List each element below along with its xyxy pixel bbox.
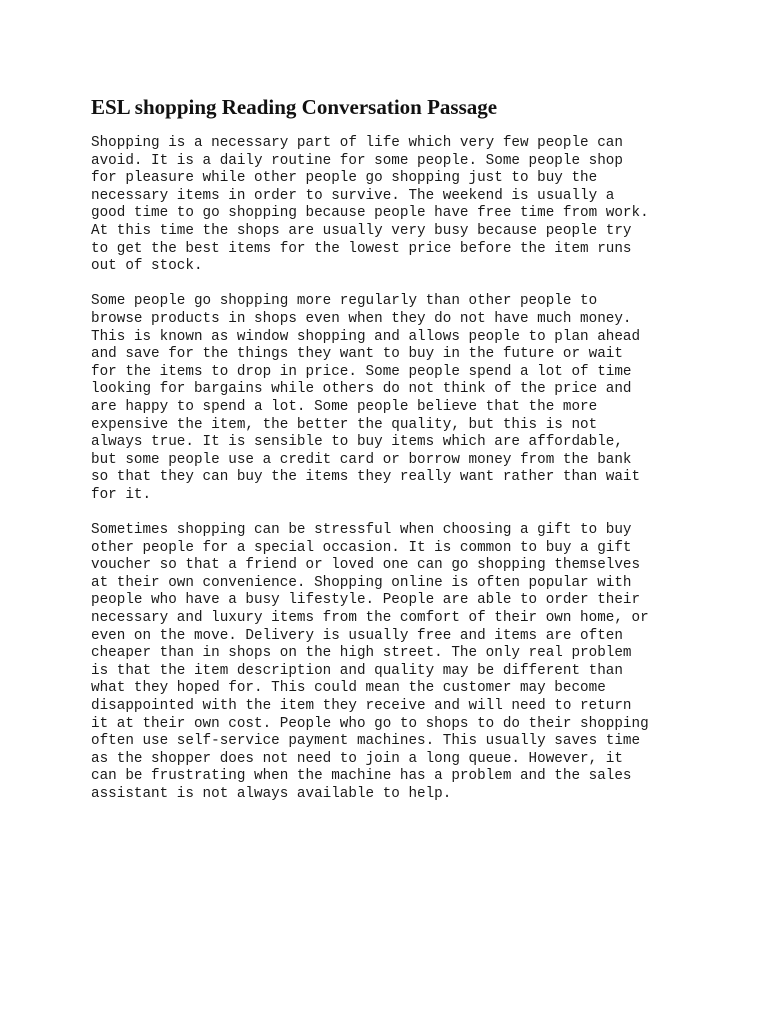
paragraph-line: necessary items in order to survive. The weekend is usually a: [91, 187, 615, 204]
paragraph-line: Shopping is a necessary part of life which very few people can: [91, 135, 623, 151]
paragraph-line: always true. It is sensible to buy items which are affordable,: [91, 434, 623, 451]
paragraph-line: for it.: [91, 486, 152, 503]
paragraph-line: expensive the item, the better the quality, but this is not: [91, 416, 598, 433]
page-title: ESL shopping Reading Conversation Passage: [91, 95, 498, 119]
paragraph-line: browse products in shops even when they do not have much money.: [91, 310, 632, 327]
paragraph-line: necessary and luxury items from the comfort of their own home, or: [91, 610, 649, 627]
paragraph-line: are happy to spend a lot. Some people believe that the more: [91, 398, 598, 415]
paragraph-line: other people for a special occasion. It is common to buy a gift: [91, 539, 632, 556]
paragraph-line: good time to go shopping because people have free time from work.: [91, 205, 649, 222]
paragraph-line: voucher so that a friend or loved one can go shopping themselves: [91, 557, 641, 574]
paragraph-2: [91, 293, 691, 504]
paragraph-line: out of stock.: [91, 258, 203, 275]
paragraph-line: At this time the shops are usually very busy because people try: [91, 222, 632, 239]
paragraph-line: is that the item description and quality may be different than: [91, 662, 623, 679]
paragraph-line: what they hoped for. This could mean the customer may become: [91, 680, 606, 697]
paragraph-line: so that they can buy the items they really want rather than wait: [91, 469, 641, 486]
paragraph-1: [91, 135, 691, 276]
paragraph-line: Some people go shopping more regularly than other people to: [91, 293, 598, 310]
paragraph-line: looking for bargains while others do not think of the price and: [91, 381, 632, 398]
paragraph-line: avoid. It is a daily routine for some people. Some people shop: [91, 152, 623, 169]
paragraph-line: disappointed with the item they receive and will need to return: [91, 698, 632, 714]
paragraph-line: for pleasure while other people go shopping just to buy the: [91, 170, 598, 187]
paragraph-line: cheaper than in shops on the high street. The only real problem: [91, 645, 632, 662]
paragraph-line: even on the move. Delivery is usually free and items are often: [91, 627, 623, 644]
paragraph-line: Sometimes shopping can be stressful when choosing a gift to buy: [91, 522, 632, 539]
paragraph-line: as the shopper does not need to join a long queue. However, it: [91, 750, 623, 767]
paragraph-line: at their own convenience. Shopping online is often popular with: [91, 574, 632, 591]
paragraph-line: but some people use a credit card or borrow money from the bank: [91, 451, 632, 468]
paragraph-line: people who have a busy lifestyle. People are able to order their: [91, 592, 641, 609]
paragraph-line: and save for the things they want to buy in the future or wait: [91, 346, 623, 363]
paragraph-line: for the items to drop in price. Some people spend a lot of time: [91, 363, 632, 380]
paragraph-line: assistant is not always available to help.: [91, 785, 452, 802]
paragraph-line: to get the best items for the lowest price before the item runs: [91, 240, 632, 257]
paragraph-3: [91, 522, 691, 804]
paragraph-line: it at their own cost. People who go to shops to do their shopping: [91, 715, 649, 732]
paragraph-line: often use self-service payment machines. This usually saves time: [91, 733, 641, 750]
document-page: [91, 93, 691, 821]
paragraph-line: This is known as window shopping and allows people to plan ahead: [91, 328, 641, 345]
paragraph-line: can be frustrating when the machine has a problem and the sales: [91, 768, 632, 785]
